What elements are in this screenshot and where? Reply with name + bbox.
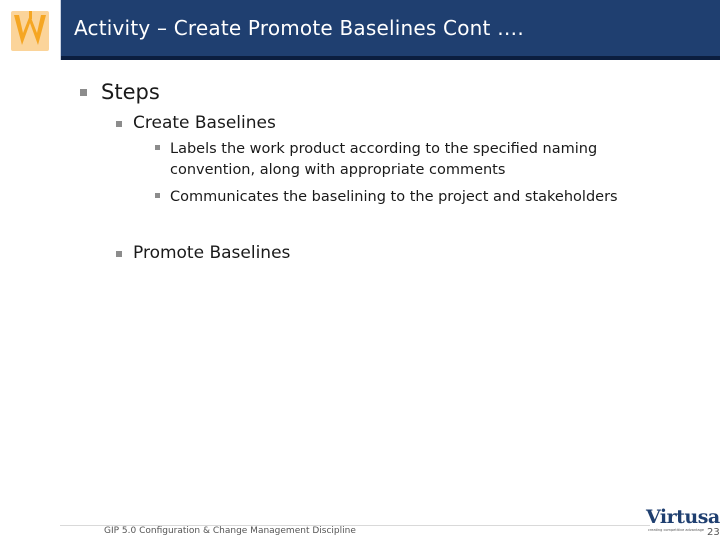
bullet-promote-baselines: [116, 243, 290, 263]
bullet-text: Steps: [101, 80, 160, 104]
virtusa-tagline: creating competitive advantage: [648, 528, 705, 532]
bullet-marker: [116, 121, 122, 127]
bullet-create-baselines: [116, 113, 276, 133]
w-logo-icon: [5, 5, 55, 55]
page-number: 23: [707, 527, 720, 538]
bullet-text: Communicates the baselining to the project and stakeholders: [170, 189, 618, 205]
logo: [0, 0, 61, 60]
bullet-labels-work-product: [155, 139, 597, 181]
bullet-steps: [80, 80, 160, 104]
bullet-marker: [80, 89, 87, 96]
bullet-text: Create Baselines: [133, 113, 276, 133]
title-underline: [60, 56, 720, 60]
slide-title: Activity – Create Promote Baselines Cont ….: [74, 16, 524, 40]
bullet-marker: [155, 145, 160, 150]
footer-text: GIP 5.0 Configuration & Change Management Discipline: [104, 526, 356, 536]
bullet-text: Labels the work product according to the specified naming convention, along with appropriate comments: [170, 141, 598, 178]
virtusa-logo: Virtusa: [646, 506, 720, 528]
bullet-communicates-baselining: [155, 187, 618, 208]
bullet-marker: [155, 193, 160, 198]
bullet-text: Promote Baselines: [133, 243, 291, 263]
bullet-marker: [116, 251, 122, 257]
